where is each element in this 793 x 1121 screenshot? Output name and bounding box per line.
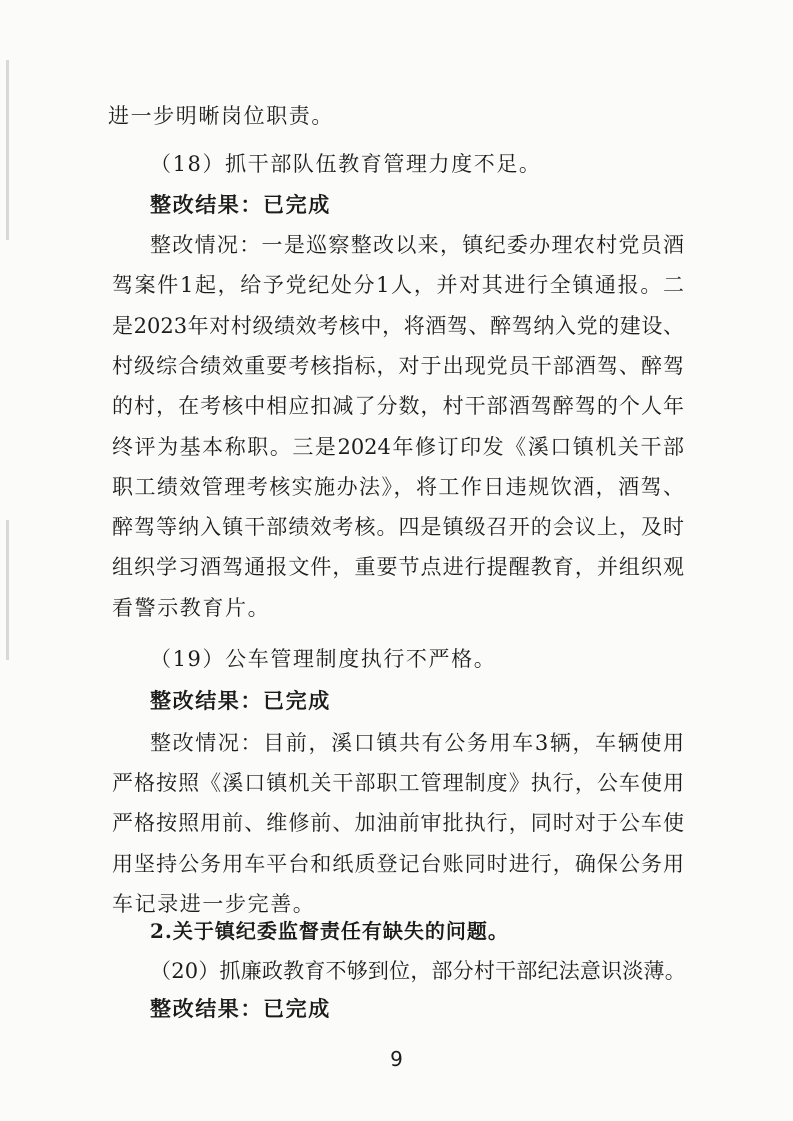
rectification-status: 整改情况：一是巡察整改以来，镇纪委办理农村党员酒	[150, 233, 684, 257]
section-2-heading: 2.关于镇纪委监督责任有缺失的问题。	[150, 919, 509, 943]
text-line: 组织学习酒驾通报文件，重要节点进行提醒教育，并组织观	[112, 555, 684, 579]
text-line: 职工绩效管理考核实施办法》，将工作日违规饮酒，酒驾、	[112, 475, 684, 499]
text-line: 车记录进一步完善。	[112, 892, 316, 916]
rectification-result: 整改结果：已完成	[150, 192, 331, 217]
scan-edge-mark	[6, 60, 9, 240]
rectification-result: 整改结果：已完成	[150, 996, 331, 1021]
text-line: 看警示教育片。	[112, 596, 271, 620]
text-line: 终评为基本称职。三是2024年修订印发《溪口镇机关干部	[112, 435, 684, 459]
text-line: 村级综合绩效重要考核指标，对于出现党员干部酒驾、醉驾	[112, 354, 684, 378]
item-20-heading: （20）抓廉政教育不够到位，部分村干部纪法意识淡薄。	[150, 959, 686, 983]
text-line: 严格按照《溪口镇机关干部职工管理制度》执行，公车使用	[112, 771, 684, 795]
text-line: 驾案件1起，给予党纪处分1人，并对其进行全镇通报。二	[112, 273, 684, 297]
text-line: 醉驾等纳入镇干部绩效考核。四是镇级召开的会议上，及时	[112, 515, 684, 539]
item-19-heading: （19）公车管理制度执行不严格。	[150, 647, 497, 671]
item-18-heading: （18）抓干部队伍教育管理力度不足。	[150, 152, 542, 176]
page-number: 9	[390, 1047, 403, 1071]
text-line: 用坚持公务用车平台和纸质登记台账同时进行，确保公务用	[112, 852, 684, 876]
scan-edge-mark	[6, 520, 9, 660]
text-line: 进一步明晰岗位职责。	[108, 104, 334, 128]
text-line: 的村，在考核中相应扣减了分数，村干部酒驾醉驾的个人年	[112, 394, 684, 418]
rectification-result: 整改结果：已完成	[150, 688, 331, 713]
text-line: 是2023年对村级绩效考核中，将酒驾、醉驾纳入党的建设、	[112, 314, 684, 338]
text-line: 严格按照用前、维修前、加油前审批执行，同时对于公车使	[112, 811, 684, 835]
rectification-status: 整改情况：目前，溪口镇共有公务用车3辆，车辆使用	[150, 731, 684, 755]
